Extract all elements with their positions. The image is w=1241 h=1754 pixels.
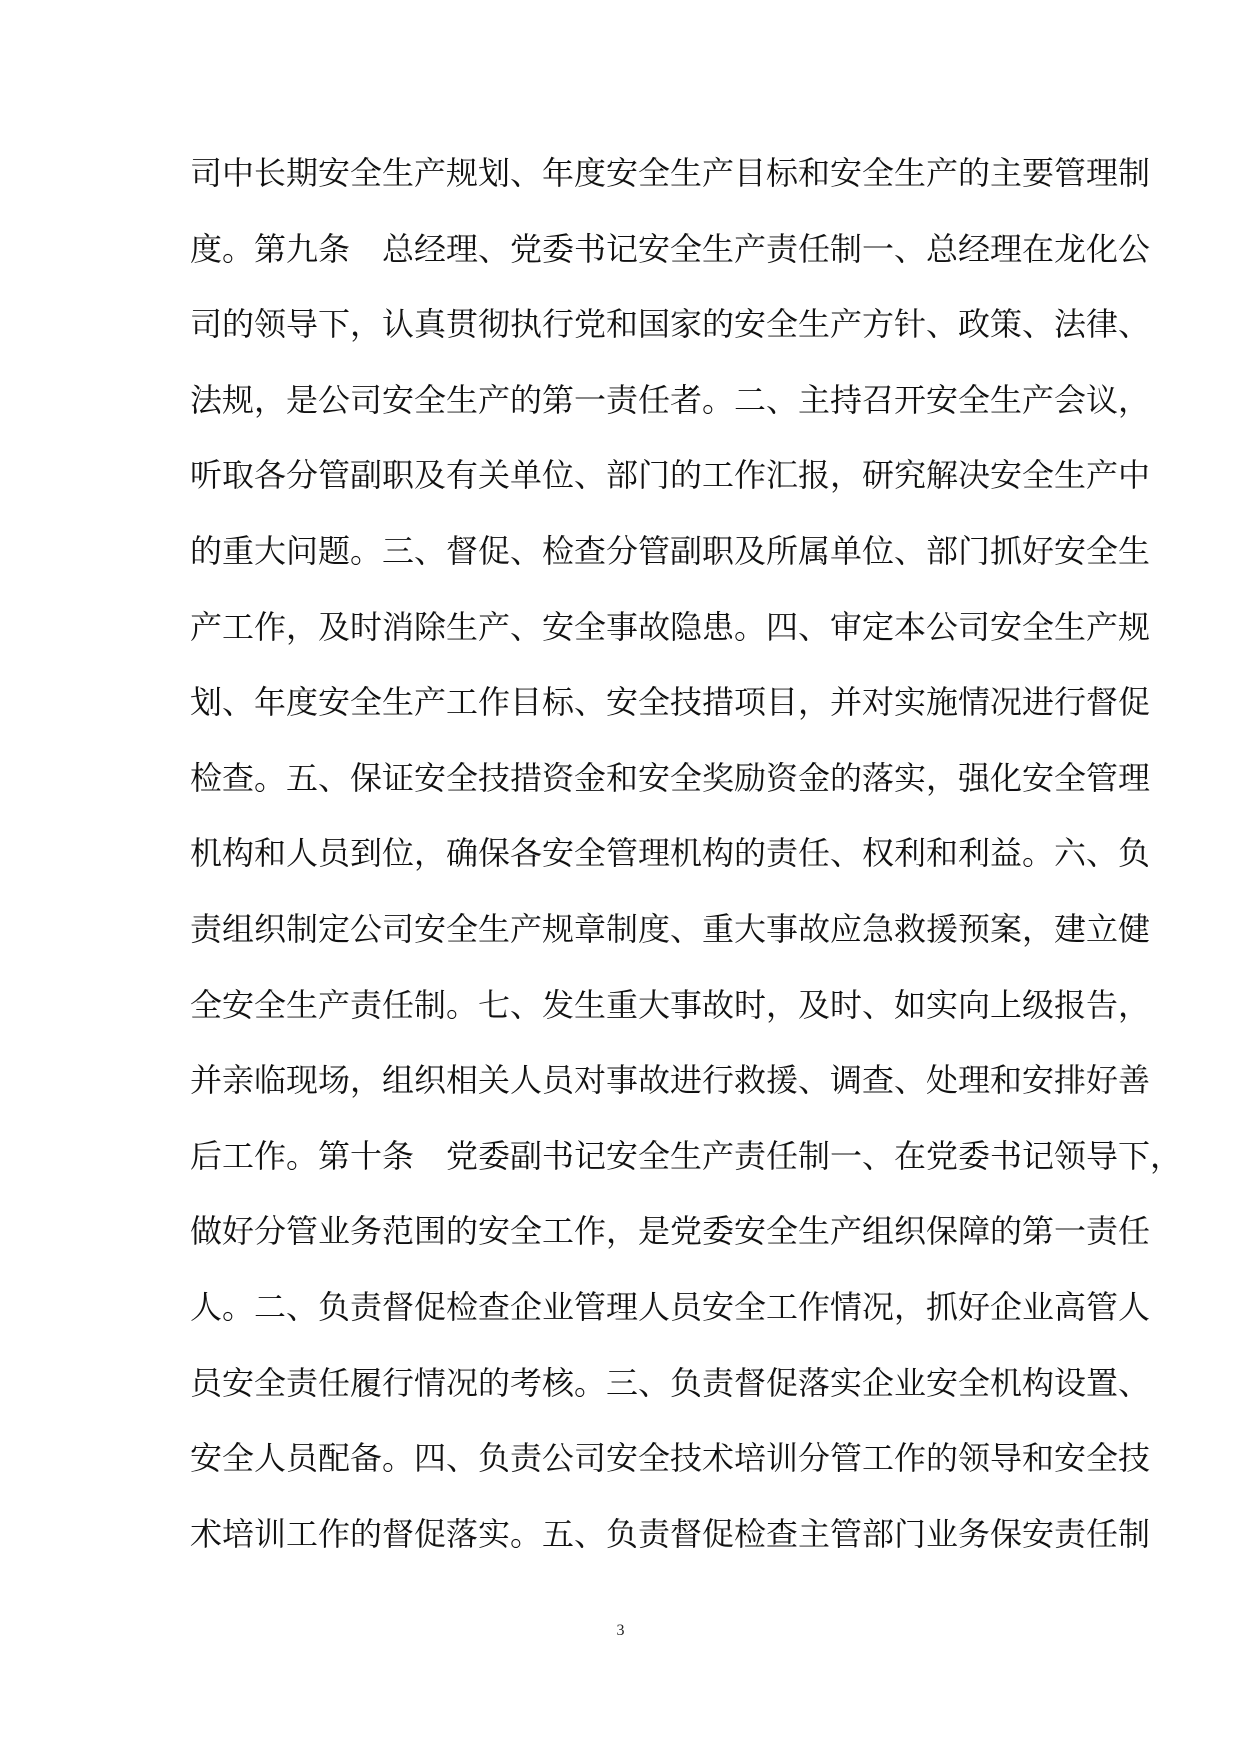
text-line: 检查。五、保证安全技措资金和安全奖励资金的落实，强化安全管理	[190, 758, 1151, 797]
text-line: 安全人员配备。四、负责公司安全技术培训分管工作的领导和安全技	[190, 1439, 1151, 1478]
body-text	[190, 143, 1183, 1579]
text-line: 产工作，及时消除生产、安全事故隐患。四、审定本公司安全生产规	[190, 607, 1151, 646]
text-line: 度。第九条 总经理、党委书记安全生产责任制一、总经理在龙化公	[190, 229, 1151, 268]
page-number: 3	[616, 1622, 625, 1639]
text-line: 并亲临现场，组织相关人员对事故进行救援、调查、处理和安排好善	[190, 1061, 1151, 1100]
text-line: 划、年度安全生产工作目标、安全技措项目，并对实施情况进行督促	[190, 683, 1151, 722]
text-line: 术培训工作的督促落实。五、负责督促检查主管部门业务保安责任制	[190, 1514, 1151, 1553]
text-line: 全安全生产责任制。七、发生重大事故时，及时、如实向上级报告，	[190, 985, 1151, 1024]
text-line: 的重大问题。三、督促、检查分管副职及所属单位、部门抓好安全生	[190, 531, 1151, 570]
text-line: 听取各分管副职及有关单位、部门的工作汇报，研究解决安全生产中	[190, 456, 1151, 495]
text-line: 司中长期安全生产规划、年度安全生产目标和安全生产的主要管理制	[190, 154, 1151, 192]
text-line: 机构和人员到位，确保各安全管理机构的责任、权利和利益。六、负	[190, 834, 1151, 873]
text-line: 做好分管业务范围的安全工作，是党委安全生产组织保障的第一责任	[190, 1212, 1151, 1251]
text-line: 后工作。第十条 党委副书记安全生产责任制一、在党委书记领导下，	[190, 1136, 1183, 1175]
text-line: 员安全责任履行情况的考核。三、负责督促落实企业安全机构设置、	[190, 1363, 1151, 1402]
text-line: 责组织制定公司安全生产规章制度、重大事故应急救援预案，建立健	[190, 909, 1151, 948]
text-line: 法规，是公司安全生产的第一责任者。二、主持召开安全生产会议，	[190, 380, 1151, 419]
text-line: 司的领导下，认真贯彻执行党和国家的安全生产方针、政策、法律、	[190, 305, 1151, 344]
text-line: 人。二、负责督促检查企业管理人员安全工作情况，抓好企业高管人	[190, 1287, 1151, 1326]
